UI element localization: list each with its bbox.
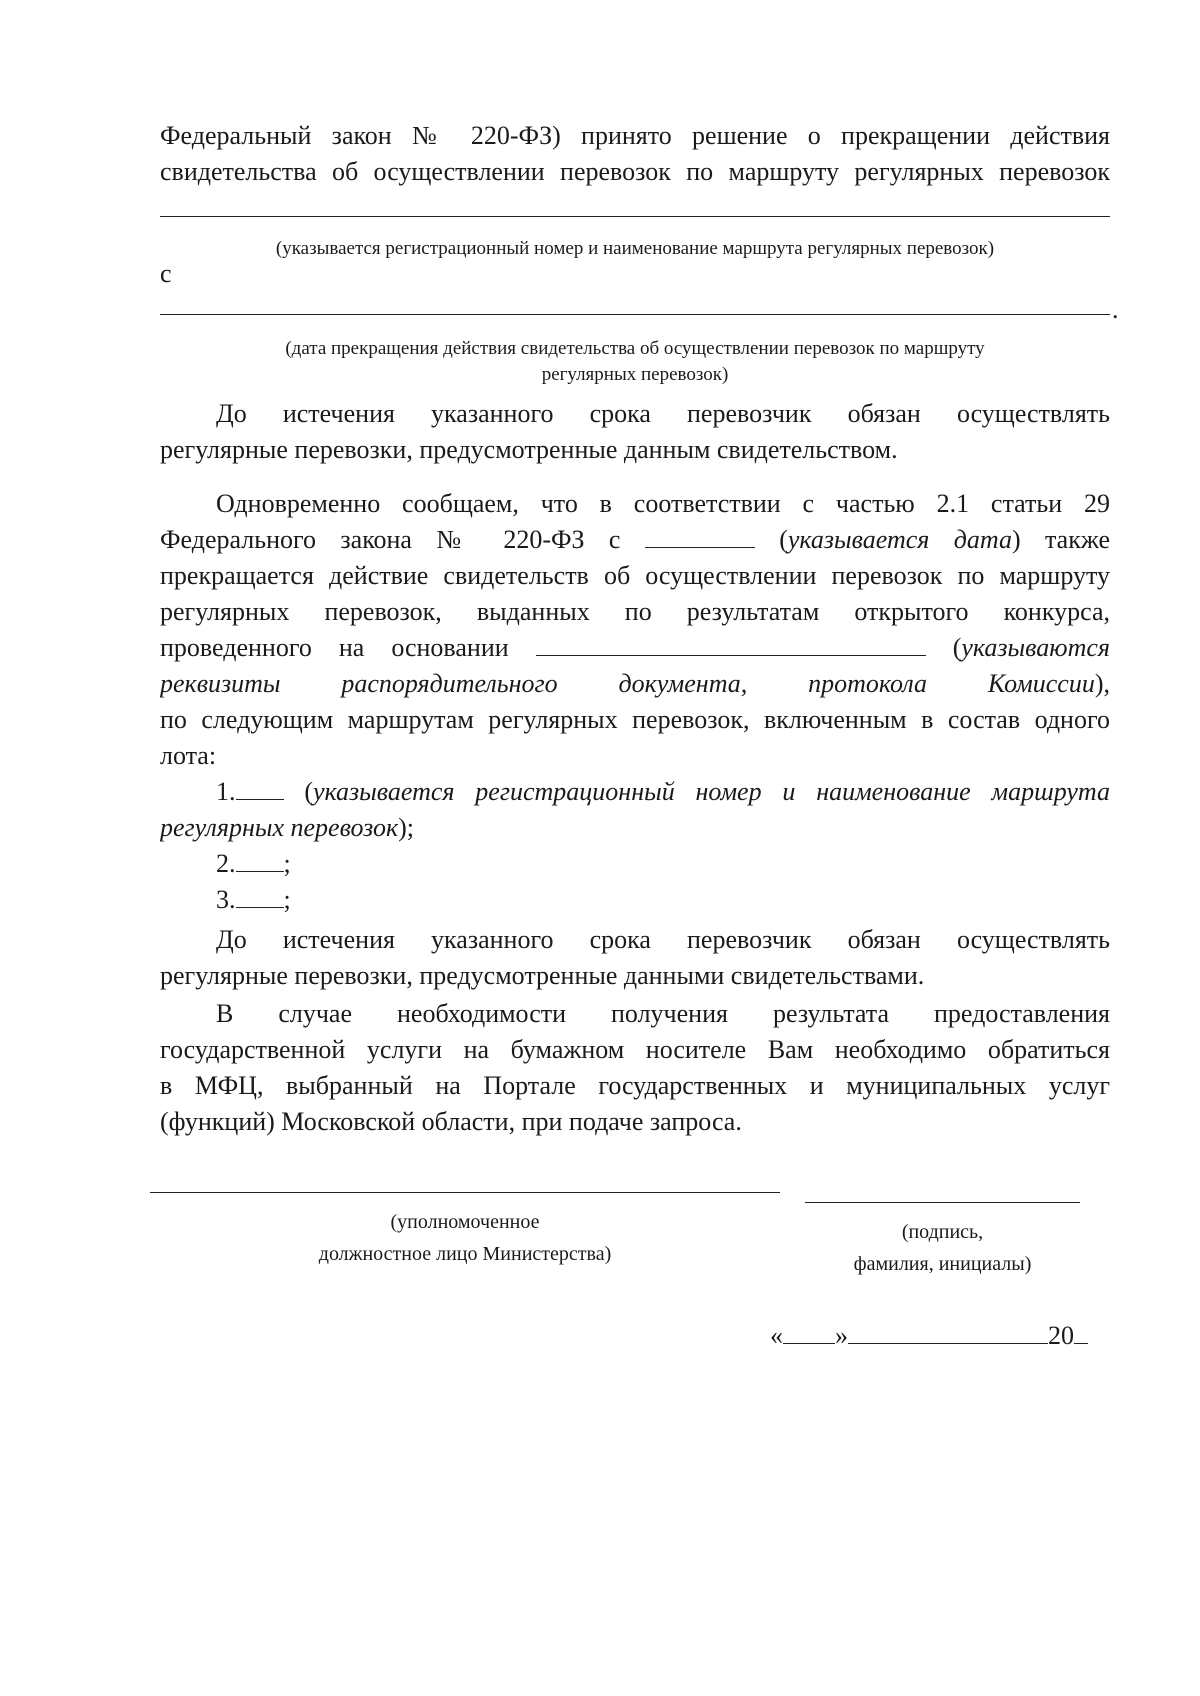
item-blank	[236, 849, 284, 872]
text-fragment: ;	[283, 885, 291, 914]
text-line: в МФЦ, выбранный на Портале государственных и муниципальных услуг	[160, 1071, 1110, 1100]
official-signature-line	[150, 1192, 780, 1193]
text-line: регулярные перевозки, предусмотренные данными свидетельствами.	[160, 961, 925, 990]
text-line: Федеральный закон № 220-ФЗ) принято решение о прекращении действия	[160, 121, 1110, 150]
caption-signature: (подпись,	[901, 1221, 984, 1243]
paragraph-notification	[160, 486, 1110, 774]
basis-blank	[536, 633, 926, 656]
text-line: государственной услуги на бумажном носителе Вам необходимо обратиться	[160, 1035, 1110, 1064]
list-item	[160, 774, 1110, 810]
text-line: свидетельства об осуществлении перевозок по маршруту регулярных перевозок	[160, 157, 1110, 186]
list-number: 3.	[216, 885, 236, 914]
quote-close: »	[835, 1321, 848, 1350]
text-line: регулярных перевозок, выданных по результатам открытого конкурса,	[160, 597, 1110, 626]
route-list	[160, 774, 1110, 918]
period: .	[1112, 295, 1119, 324]
list-number: 2.	[216, 849, 236, 878]
paragraph-obligation-2	[160, 922, 1110, 994]
caption-official: (уполномоченное	[390, 1211, 540, 1233]
text-fragment: проведенного на основании	[160, 633, 509, 662]
text-fragment: );	[398, 813, 415, 842]
month-blank	[848, 1321, 1048, 1344]
list-item	[160, 846, 1110, 882]
caption-signature: фамилия, инициалы)	[853, 1253, 1032, 1275]
route-blank-line	[160, 216, 1110, 217]
italic-fragment: регулярных перевозок	[160, 813, 399, 842]
text-line: лота:	[160, 741, 217, 770]
text-line: Одновременно сообщаем, что в соответствии с частью 2.1 статьи 29	[216, 489, 1110, 518]
text-line	[160, 630, 1110, 666]
text-line	[160, 522, 1110, 558]
item-blank	[236, 885, 284, 908]
year-prefix: 20	[1048, 1321, 1074, 1350]
quote-open: «	[770, 1321, 783, 1350]
item-blank	[236, 777, 284, 800]
paragraph-obligation-1	[160, 396, 1110, 468]
italic-fragment: указываются	[961, 633, 1110, 662]
paren: (	[779, 525, 788, 554]
text-fragment	[953, 633, 1110, 662]
list-item	[160, 882, 1110, 918]
year-blank	[1074, 1321, 1088, 1344]
text-line: по следующим маршрутам регулярных перевозок, включенным в состав одного	[160, 705, 1110, 734]
text-fragment: ),	[1094, 669, 1110, 698]
date-blank	[645, 525, 755, 548]
date-line	[770, 1318, 1088, 1354]
hint-route: (указывается регистрационный номер и наименование маршрута регулярных перевозок)	[275, 238, 995, 259]
text-line: регулярные перевозки, предусмотренные данным свидетельством.	[160, 435, 898, 464]
day-blank	[783, 1321, 835, 1344]
text-line: До истечения указанного срока перевозчик обязан осуществлять	[216, 399, 1110, 428]
date-blank-line	[160, 314, 1110, 315]
italic-fragment: реквизиты распорядительного документа, протокола Комиссии	[160, 669, 1095, 698]
italic-fragment: указывается дата	[787, 525, 1012, 554]
hint-date-line: регулярных перевозок)	[541, 364, 729, 385]
text-fragment	[304, 777, 1110, 806]
paragraph-decision	[160, 118, 1110, 190]
text-fragment	[779, 525, 1110, 554]
text-line: (функций) Московской области, при подаче запроса.	[160, 1107, 742, 1136]
caption-official: должностное лицо Министерства)	[318, 1243, 612, 1265]
text-fragment: Федерального закона № 220-ФЗ с	[160, 525, 621, 554]
text-line: прекращается действие свидетельств об осуществлении перевозок по маршруту	[160, 561, 1110, 590]
signature-line	[805, 1202, 1080, 1203]
list-number: 1.	[216, 777, 236, 806]
paren: (	[952, 633, 962, 662]
c-label: с	[160, 259, 172, 288]
paragraph-mfc	[160, 996, 1110, 1140]
text-fragment: ) также	[1011, 525, 1110, 554]
paren: (	[304, 777, 313, 806]
italic-fragment: указывается регистрационный номер и наименование маршрута	[312, 777, 1110, 806]
hint-date-line: (дата прекращения действия свидетельства об осуществлении перевозок по маршруту	[285, 338, 985, 359]
text-line: До истечения указанного срока перевозчик обязан осуществлять	[216, 925, 1110, 954]
list-item-continuation	[160, 810, 1110, 846]
text-line: В случае необходимости получения результата предоставления	[216, 999, 1110, 1028]
text-fragment: ;	[283, 849, 291, 878]
text-line	[160, 666, 1110, 702]
